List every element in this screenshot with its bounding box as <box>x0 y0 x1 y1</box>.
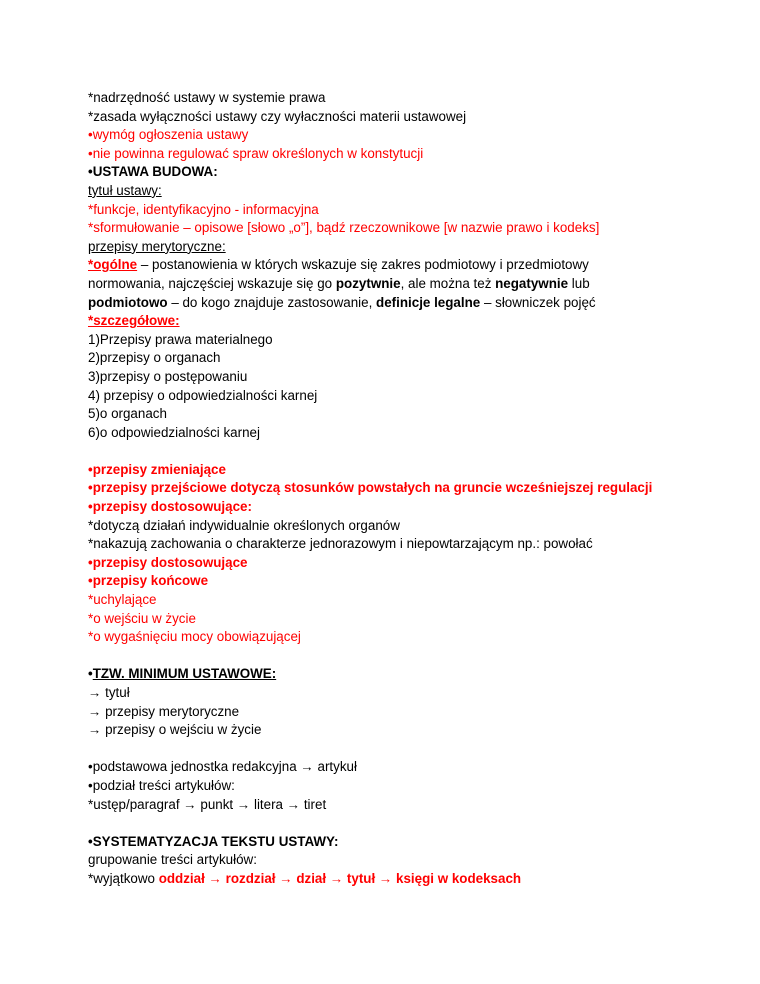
text-span: – słowniczek pojęć <box>480 294 596 310</box>
text-line: *o wejściu w życie <box>88 610 196 626</box>
bold-term: pozytwnie <box>335 275 401 291</box>
text-line: *ustęp/paragraf → punkt → litera → tiret <box>88 796 327 812</box>
text-line: *dotyczą działań indywidualnie określonych organów <box>88 517 400 533</box>
text-line <box>88 256 688 275</box>
bullet-text: podział treści artykułów: <box>92 777 235 793</box>
term-label: *ogólne <box>88 257 138 273</box>
bullet-glyph: • <box>88 833 93 849</box>
section-heading <box>88 163 688 182</box>
bullet-glyph: • <box>88 164 93 180</box>
bold-term: podmiotowo <box>88 294 168 310</box>
bullet-text: przepisy dostosowujące: <box>92 499 252 515</box>
bullet-item <box>88 479 688 498</box>
text-line <box>88 275 688 294</box>
bullet-glyph: • <box>88 759 93 775</box>
bullet-text: wymóg ogłoszenia ustawy <box>92 127 249 143</box>
subheading: przepisy merytoryczne: <box>88 238 226 254</box>
term-label: *szczegółowe: <box>88 313 180 329</box>
text-span: *wyjątkowo <box>88 870 159 886</box>
bullet-item <box>88 554 688 573</box>
list-item: 2)przepisy o organach <box>88 350 221 366</box>
bullet-item <box>88 461 688 480</box>
list-item: 5)o organach <box>88 406 167 422</box>
arrow-item: → przepisy merytoryczne <box>88 703 240 719</box>
text-line: *zasada wyłączności ustawy czy wyłaczności materii ustawowej <box>88 108 467 124</box>
spacer <box>88 442 688 461</box>
heading-text: SYSTEMATYZACJA TEKSTU USTAWY: <box>92 833 339 849</box>
text-span: – do kogo znajduje zastosowanie, <box>167 294 377 310</box>
text-line: *sformułowanie – opisowe [słowo „o”], bądź rzeczownikowe [w nazwie prawo i kodeks] <box>88 220 600 236</box>
bold-term: definicje legalne <box>376 294 481 310</box>
text-line: *nakazują zachowania o charakterze jednorazowym i niepowtarzającym np.: powołać <box>88 536 593 552</box>
spacer <box>88 647 688 666</box>
text-span: , ale można też <box>400 275 496 291</box>
text-span: lub <box>568 275 590 291</box>
bullet-glyph: • <box>88 554 93 570</box>
bullet-text: przepisy przejściowe dotyczą stosunków powstałych na gruncie wcześniejszej regulacji <box>92 480 653 496</box>
text-line: *nadrzędność ustawy w systemie prawa <box>88 90 326 105</box>
bullet-text: nie powinna regulować spraw określonych w konstytucji <box>92 145 424 161</box>
bullet-item <box>88 145 688 164</box>
subheading: tytuł ustawy: <box>88 182 162 198</box>
spacer <box>88 814 688 833</box>
bullet-glyph: • <box>88 499 93 515</box>
bullet-text: przepisy zmieniające <box>92 461 226 477</box>
text-span: – postanowienia w których wskazuje się zakres podmiotowy i przedmiotowy <box>137 257 589 273</box>
bullet-glyph: • <box>88 666 93 682</box>
bullet-text: podstawowa jednostka redakcyjna → artykuł <box>92 759 357 775</box>
text-line <box>88 870 688 889</box>
bullet-glyph: • <box>88 777 93 793</box>
text-line: grupowanie treści artykułów: <box>88 852 257 868</box>
text-line: *uchylające <box>88 592 157 608</box>
bullet-item <box>88 572 688 591</box>
document-body <box>88 89 688 889</box>
arrow-item: → przepisy o wejściu w życie <box>88 722 262 738</box>
bullet-item <box>88 126 688 145</box>
bullet-glyph: • <box>88 461 93 477</box>
text-line: *funkcje, identyfikacyjno - informacyjna <box>88 201 319 217</box>
bullet-glyph: • <box>88 573 93 589</box>
bullet-item <box>88 498 688 517</box>
heading-text: TZW. MINIMUM USTAWOWE: <box>92 666 277 682</box>
list-item: 6)o odpowiedzialności karnej <box>88 424 260 440</box>
list-item: 3)przepisy o postępowaniu <box>88 368 248 384</box>
section-heading <box>88 665 688 684</box>
text-line <box>88 294 688 313</box>
arrow-item: → tytuł <box>88 685 130 700</box>
text-line: *o wygaśnięciu mocy obowiązującej <box>88 629 301 645</box>
bullet-glyph: • <box>88 127 93 143</box>
bullet-glyph: • <box>88 480 93 496</box>
bullet-text: przepisy końcowe <box>92 573 209 589</box>
text-span: normowania, najczęściej wskazuje się go <box>88 275 336 291</box>
bullet-text: przepisy dostosowujące <box>92 554 248 570</box>
list-item: 1)Przepisy prawa materialnego <box>88 331 273 347</box>
hierarchy-chain: oddział → rozdział → dział → tytuł → księgi w kodeksach <box>158 870 522 886</box>
bullet-glyph: • <box>88 145 93 161</box>
bold-term: negatywnie <box>495 275 569 291</box>
bullet-item <box>88 777 688 796</box>
list-item: 4) przepisy o odpowiedzialności karnej <box>88 387 318 403</box>
heading-text: USTAWA BUDOWA: <box>92 164 218 180</box>
section-heading <box>88 833 688 852</box>
spacer <box>88 740 688 759</box>
bullet-item <box>88 758 688 777</box>
